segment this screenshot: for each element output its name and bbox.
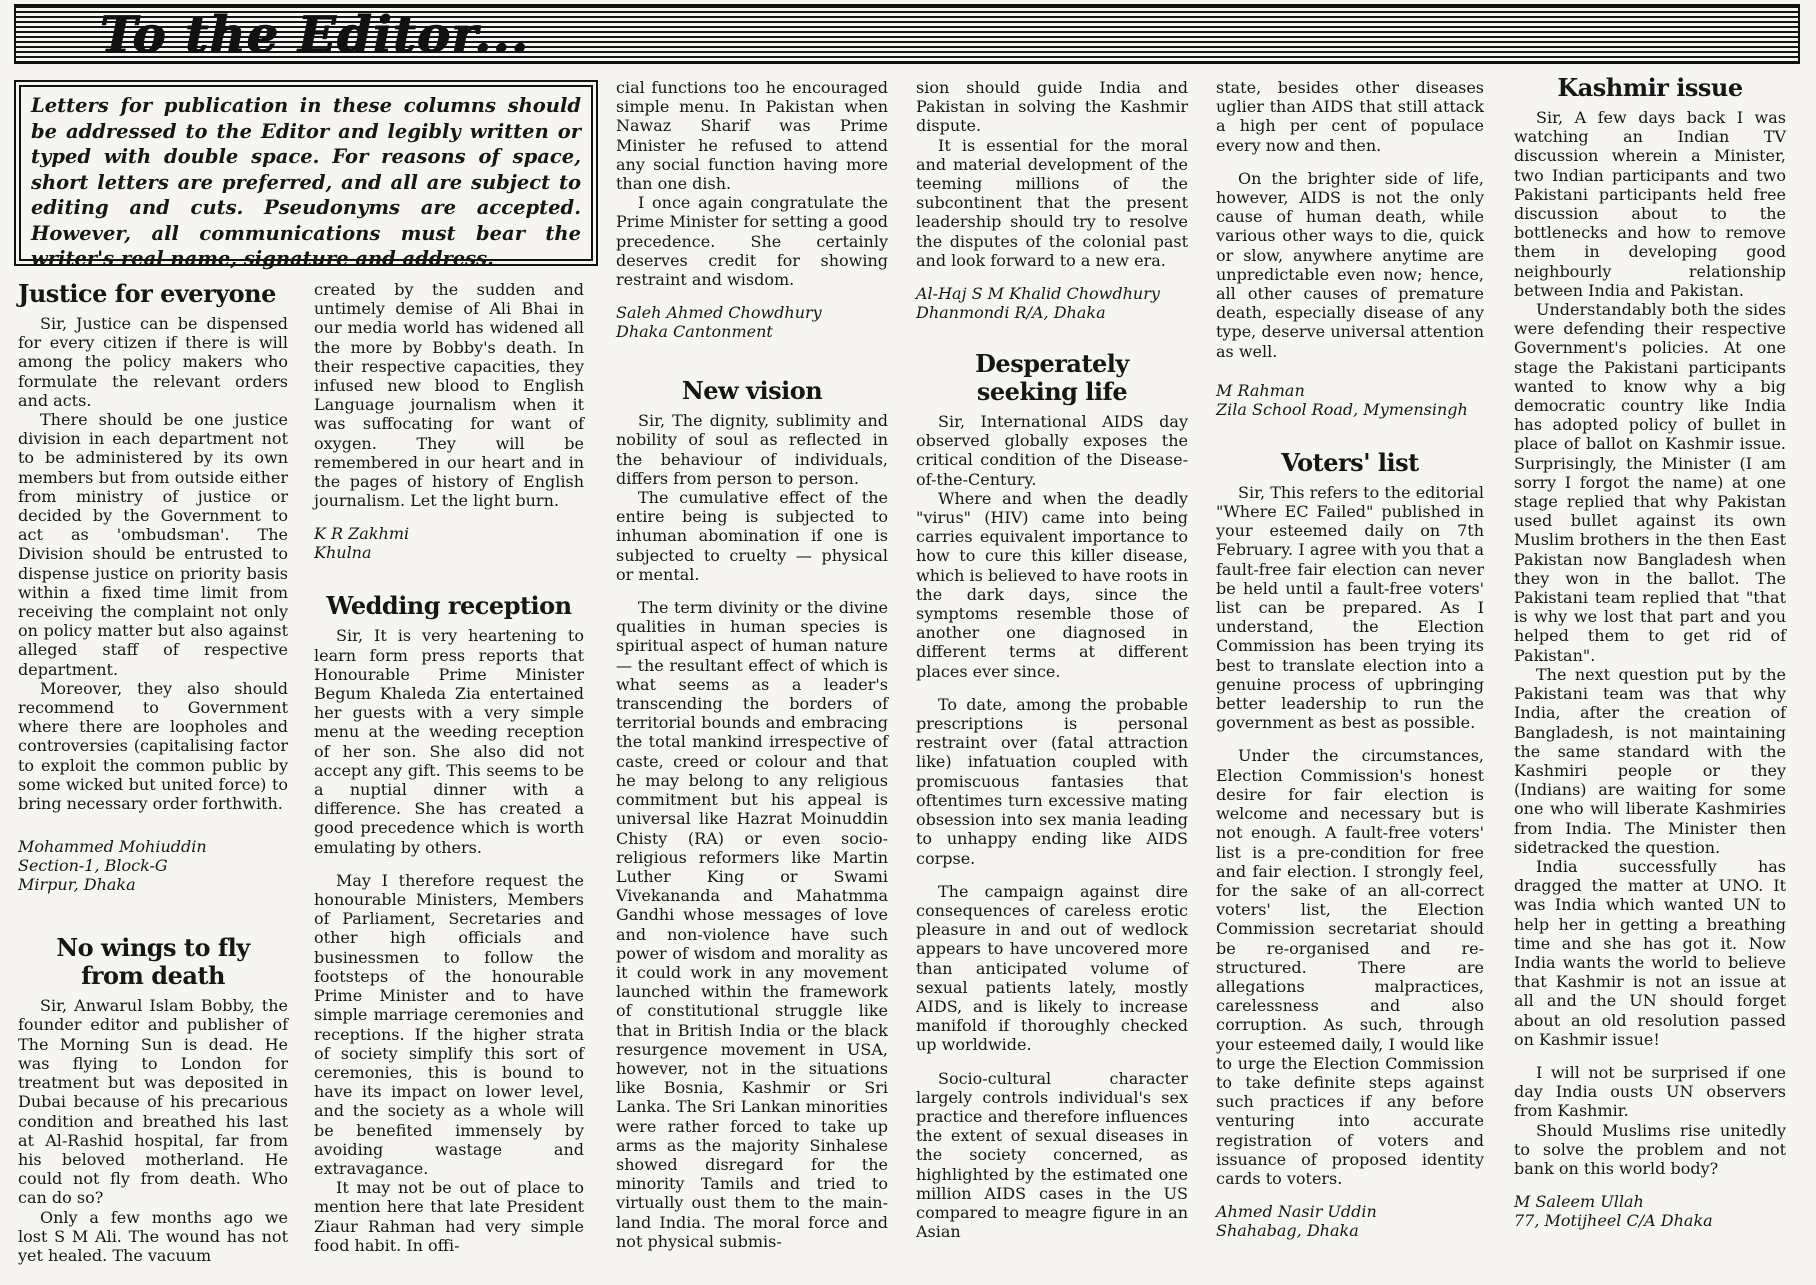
vision-signature [916,284,1188,322]
signature-line: Mirpur, Dhaka [18,875,136,895]
signature-line: Mohammed Mohiuddin [18,837,207,857]
wedding-paragraph: It may not be out of place to mention here that late President Ziaur Rahman had very simple food habit. In offi- [314,1178,584,1255]
kashmir-signature [1514,1192,1786,1230]
masthead-banner [14,4,1800,64]
justice-paragraph: Moreover, they also should recommend to Government where there are loopholes and controversies (capitalising factor to exploit the common public by some wicked but united force) to bring necessary order forthwith. [18,678,288,814]
headline-wedding: Wedding reception [326,591,572,621]
signature-line: Zila School Road, Mymensingh [1216,399,1468,419]
signature-line: M Rahman [1216,380,1305,400]
justice-paragraph: There should be one justice division in each department not to be administered by its own members but from outside either from ministry of justice or decided by the Government to act as 'ombudsman'. The Division should be entrusted to dispense justice on priority basis within a fixed time limit from receiving the complaint not only on policy matter but also against alleged staff of respective department. [18,410,288,679]
signature-line: Ahmed Nasir Uddin [1216,1202,1377,1222]
vision-paragraph: sion should guide India and Pakistan in solving the Kashmir dispute. [916,78,1188,136]
desperately-paragraph: The campaign against dire consequences of careless erotic pleasure in and out of wedlock appears to have uncovered more than anticipated volume of sexual patients lately, mostly AIDS, and is likely to increase manifold if thoroughly checked up worldwide. [916,881,1188,1055]
wedding-signature [616,303,888,341]
voters-paragraph: Sir, This refers to the editorial "Where EC Failed" published in your esteemed daily on 7th February. I agree with you that a fault-free fair election can never be held until a fault-free voters' list can be prepared. As I understand, the Election Commission has been trying its best to translate election into a genuine process of upbringing better leadership to run the government as best as possible. [1216,482,1484,733]
vision-paragraph: The cumulative effect of the entire being is subjected to inhuman abomination if one is subjected to cruelty — physical or mental. [616,488,888,584]
desperately-paragraph: state, besides other diseases uglier than AIDS that still attack a high per cent of populace every now and then. [1216,78,1484,155]
vision-paragraph: Sir, The dignity, sublimity and nobility of soul as reflected in the behaviour of individuals, differs from person to person. [616,411,888,488]
editorial-notice-text: Letters for publication in these columns should be addressed to the Editor and legibly written or typed with double space. For reasons of space, short letters are preferred, and all are subject to editing and cuts. Pseudonyms are accepted. However, all communications must bear the writer's real name, signature and address. [19,85,593,261]
voters-signature [1216,1202,1484,1240]
justice-paragraph: Sir, Justice can be dispensed for every citizen if there is will among the policy makers who formulate the relevant orders and acts. [18,314,288,410]
headline-kashmir: Kashmir issue [1557,73,1743,102]
wedding-paragraph: May I therefore request the honourable Ministers, Members of Parliament, Secretaries and other high officials and businessmen to follow the footsteps of the honourable Prime Minister and to have simple marriage ceremonies and receptions. If the higher strata of society simplify this sort of ceremonies, this is bound to have its impact on lower level, and the society as a whole will be benefited immensely by avoiding wastage and extravagance. [314,870,584,1178]
signature-line: Dhanmondi R/A, Dhaka [916,303,1106,323]
nowings-paragraph: Sir, Anwarul Islam Bobby, the founder editor and publisher of The Morning Sun is dead. He was flying to London for treatment but was deposited in Dubai because of his precarious condition and breathed his last at Al-Rashid hospital, far from his beloved motherland. He could not fly from death. Who can do so? [18,996,288,1208]
signature-line: Dhaka Cantonment [616,322,773,342]
kashmir-paragraph: Sir, A few days back I was watching an Indian TV discussion wherein a Minister, two Indian participants and two Pakistani participants held free discussion about to the bottlenecks and how to remove them in developing good neighbourly relationship between India and Pakistan. [1514,108,1786,300]
headline-voters-list: Voters' list [1281,447,1419,477]
signature-line: 77, Motijheel C/A Dhaka [1514,1211,1713,1231]
headline-justice: Justice for everyone [18,279,276,308]
kashmir-paragraph: The next question put by the Pakistani team was that why India, after the creation of Bangladesh, is not maintaining the same standard with the Kashmiri people or they (Indians) are waiting for some one who will liberate Kashmiries from India. The Minister then sidetracked the question. [1514,664,1786,857]
signature-line: M Saleem Ullah [1514,1192,1644,1212]
headline-no-wings: No wings to fly from death [56,933,250,991]
masthead-title: To the Editor... [100,5,530,64]
column-4 [916,78,1188,1241]
column-6 [1514,74,1786,1230]
desperately-signature [1216,381,1484,419]
nowings-paragraph: Only a few months ago we lost S M Ali. The wound has not yet healed. The vacuum [18,1207,288,1265]
desperately-paragraph: Socio-cultural character largely controls individual's sex practice and therefore influences the extent of sexual diseases in the society concerned, as highlighted by the estimated one million AIDS cases in the US compared to meagre figure in an Asian [916,1068,1188,1242]
desperately-paragraph: Sir, International AIDS day observed globally exposes the critical condition of the Disease-of-the-Century. [916,412,1188,489]
column-3 [616,78,888,1251]
headline-new-vision: New vision [681,376,823,406]
signature-line: Khulna [314,543,372,563]
justice-signature [18,837,288,894]
kashmir-paragraph: Understandably both the sides were defending their respective Government's policies. At one stage the Pakistani participants wanted to know why a big democratic country like India has adopted policy of bullet in place of ballot on Kashmir issue. Surprisingly, the Minister (I am sorry I forgot the name) at one stage replied that why Pakistan used bullet against its own Muslim brothers in the then East Pakistan now Bangladesh when they won in the ballot. The Pakistani team replied that "that is why we lost that part and you helped them to get rid of Pakistan". [1514,300,1786,665]
desperately-paragraph: On the brighter side of life, however, AIDS is not the only cause of human death, while various other ways to die, quick or slow, anywhere anytime are unpredictable even now; hence, all other causes of premature death, especially disease of any type, deserve universal attention as well. [1216,168,1484,361]
desperately-paragraph: To date, among the probable prescriptions is personal restraint over (fatal attraction like) infatuation coupled with promiscuous fantasies that oftentimes turn excessive mating obsession into sex mania leading to unhappy ending like AIDS corpse. [916,694,1188,868]
signature-line: Al-Haj S M Khalid Chowdhury [916,284,1160,304]
signature-line: Section-1, Block-G [18,856,168,876]
signature-line: K R Zakhmi [314,524,410,544]
column-1 [18,280,288,1265]
desperately-paragraph: Where and when the deadly "virus" (HIV) came into being carries equivalent importance to how to cure this killer disease, which is believed to have roots in the dark days, since the symptoms resemble those of another one diagnosed in different terms at different places ever since. [916,488,1188,681]
signature-line: Saleh Ahmed Chowdhury [616,303,822,323]
vision-paragraph: The term divinity or the divine qualities in human species is spiritual aspect of human nature — the resultant effect of which is what seems as a leader's transcending the borders of territorial bounds and embracing the total mankind irrespective of caste, creed or colour and that he may belong to any religious commitment but his appeal is universal like Hazrat Moinuddin Chisty (RA) or even socio-religious reformers like Martin Luther King or Swami Vivekananda and Mahatmma Gandhi whose messages of love and non-violence have such power of wisdom and morality as it could work in any movement launched within the framework of constitutional struggle like that in British India or the black resurgence movement in USA, however, not in the situations like Bosnia, Kashmir or Sri Lanka. The Sri Lankan minorities were rather forced to take up arms as the majority Sinhalese showed disregard for the minority Tamils and tried to virtually oust them to the main-land India. The moral force and not physical submis- [616,598,888,1251]
headline-desperately: Desperately seeking life [975,349,1129,407]
signature-line: Shahabag, Dhaka [1216,1221,1359,1241]
nowings-paragraph: created by the sudden and untimely demise of Ali Bhai in our media world has widened all the more by Bobby's death. In their respective capacities, they infused new blood to English Language journalism when it was suffocating for want of oxygen. They will be remembered in our heart and in the pages of history of English journalism. Let the light burn. [314,280,584,511]
voters-paragraph: Under the circumstances, Election Commission's honest desire for fair election is welcome and necessary but is not enough. A fault-free voters' list is a pre-condition for free and fair election. I strongly feel, for the sake of an all-correct voters' list, the Election Commission secretariat should be re-organised and re-structured. There are allegations malpractices, carelessness and also corruption. As such, through your esteemed daily, I would like to urge the Election Commission to take definite steps against such practices if any before venturing into accurate registration of voters and issuance of proposed identity cards to voters. [1216,746,1484,1188]
wedding-paragraph: Sir, It is very heartening to learn form press reports that Honourable Prime Minister Begum Khaleda Zia entertained her guests with a very simple menu at the weeding reception of her son. She also did not accept any gift. This seems to be a nuptial dinner with a difference. She has created a good precedence which is worth emulating by others. [314,626,584,857]
wedding-paragraph: cial functions too he encouraged simple menu. In Pakistan when Nawaz Sharif was Prime Minister he refused to attend any social function having more than one dish. [616,78,888,194]
kashmir-paragraph: India successfully has dragged the matter at UNO. It was India which wanted UN to help her in getting a breathing time and she has got it. Now India wants the world to believe that Kashmir is not an issue at all and the UN should forget about an old resolution passed on Kashmir issue! [1514,856,1786,1049]
kashmir-paragraph: Should Muslims rise unitedly to solve the problem and not bank on this world body? [1514,1120,1786,1178]
editorial-notice-box [14,80,598,270]
column-2 [314,280,584,1255]
vision-paragraph: It is essential for the moral and material development of the teeming millions of the subcontinent that the present leadership should try to resolve the disputes of the colonial past and look forward to a new era. [916,135,1188,270]
column-5 [1216,78,1484,1240]
nowings-signature [314,524,584,562]
wedding-paragraph: I once again congratulate the Prime Minister for setting a good precedence. She certainly deserves credit for showing restraint and wisdom. [616,193,888,290]
kashmir-paragraph: I will not be surprised if one day India ousts UN observers from Kashmir. [1514,1062,1786,1121]
